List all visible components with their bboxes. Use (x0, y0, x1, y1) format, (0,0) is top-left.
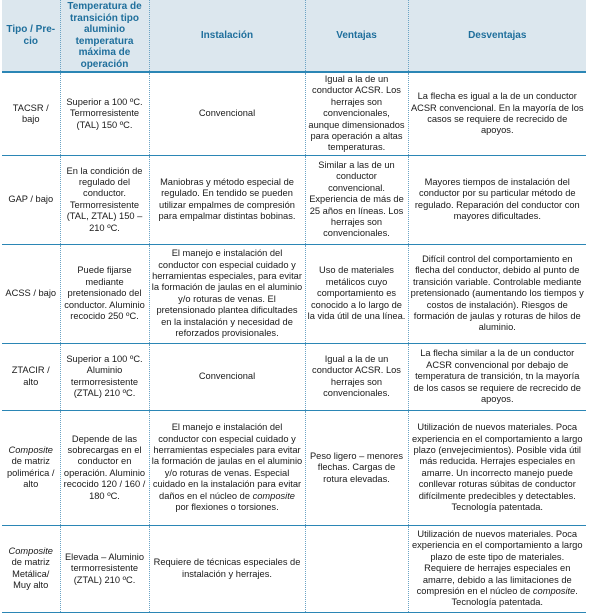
cell-temperatura: Puede fijarse mediante pretensionado del conductor. Aluminio recocido 250 ºC. (60, 244, 149, 343)
cell-instalacion: Requiere de técnicas especiales de instalación y herrajes. (149, 525, 305, 612)
cell-instalacion: Convencional (149, 343, 305, 410)
header-temperatura: Temperatura de transición tipo aluminio temperatura máxima de operación (60, 0, 149, 72)
table-row (2, 244, 586, 343)
cell-desventajas: Difícil control del comportamiento en flecha del conductor, debido al punto de transición variable. Controlable mediante pretensionado (aumentando los tiempos y costos de instalación). Riesgos de formación de jaulas y roturas de hilos de aluminio. (408, 244, 586, 343)
cell-desventajas: La flecha es igual a la de un conductor ACSR convencional. En la mayoría de los casos se requiere de recrecido de apoyos. (408, 72, 586, 155)
cell-temperatura: En la condición de regulado del conductor. Termorresistente (TAL, ZTAL) 150 – 210 ºC. (60, 155, 149, 244)
table-header-row (2, 0, 586, 72)
cell-tipo: GAP / bajo (2, 155, 60, 244)
table-row (2, 72, 586, 155)
cell-tipo: ZTACIR / alto (2, 343, 60, 410)
cell-temperatura: Depende de las sobrecargas en el conductor en operación. Aluminio recocido 120 / 160 / 180 ºC. (60, 410, 149, 525)
header-desventajas: Desventajas (408, 0, 586, 72)
cell-ventajas: Similar a las de un conductor convencional. Experiencia de más de 25 años en líneas. Los herrajes son convencionales. (305, 155, 408, 244)
cell-ventajas: Igual a la de un conductor ACSR. Los herrajes son convencionales, aunque dimensionados para operación a altas temperaturas. (305, 72, 408, 155)
table-row (2, 410, 586, 525)
header-tipo: Tipo / Pre- cio (2, 0, 60, 72)
cell-ventajas: Igual a la de un conductor ACSR. Los herrajes son convencionales. (305, 343, 408, 410)
conductor-comparison-table (2, 0, 586, 613)
cell-instalacion: El manejo e instalación del conductor con especial cuidado y herramientas especiales para evitar la formación de jaulas en el aluminio y/o roturas de venas. Especial cuidado en la instalación para evitar daños en el núcleo de composite por flexiones o torsiones. (149, 410, 305, 525)
cell-tipo: Composite de matriz polimérica / alto (2, 410, 60, 525)
table-row (2, 343, 586, 410)
cell-desventajas: La flecha similar a la de un conductor ACSR convencional por debajo de temperatura de transición, tn la mayoría de los casos se requiere de recrecido de apoyos. (408, 343, 586, 410)
cell-ventajas: Uso de materiales metálicos cuyo comportamiento es conocido a lo largo de la vida útil de una línea. (305, 244, 408, 343)
cell-temperatura: Superior a 100 ºC. Termorresistente (TAL) 150 ºC. (60, 72, 149, 155)
cell-temperatura: Superior a 100 ºC. Aluminio termorresistente (ZTAL) 210 ºC. (60, 343, 149, 410)
cell-instalacion: Convencional (149, 72, 305, 155)
cell-tipo: Composite de matriz Metálica/ Muy alto (2, 525, 60, 612)
cell-instalacion: El manejo e instalación del conductor con especial cuidado y herramientas especiales, para evitar la formación de jaulas en el aluminio y/o roturas de venas. El pretensionado plantea dificultades en la instalación y necesidad de reforzados provisionales. (149, 244, 305, 343)
header-ventajas: Ventajas (305, 0, 408, 72)
cell-tipo: TACSR / bajo (2, 72, 60, 155)
cell-ventajas: Peso ligero – menores flechas. Cargas de rotura elevadas. (305, 410, 408, 525)
cell-tipo: ACSS / bajo (2, 244, 60, 343)
cell-desventajas: Mayores tiempos de instalación del conductor por su particular método de regulado. Reparación del conductor con mayores dificultades. (408, 155, 586, 244)
cell-ventajas (305, 525, 408, 612)
cell-instalacion: Maniobras y método especial de regulado. En tendido se pueden utilizar empalmes de compresión para empalmar distintas bobinas. (149, 155, 305, 244)
cell-temperatura: Elevada – Aluminio termorresistente (ZTAL) 210 ºC. (60, 525, 149, 612)
cell-desventajas: Utilización de nuevos materiales. Poca experiencia en el comportamiento a largo plazo de este tipo de materiales. Requiere de herrajes especiales en amarre, debido a las limitaciones de compresión en el núcleo de composite. Tecnología patentada. (408, 525, 586, 612)
table-row (2, 155, 586, 244)
cell-desventajas: Utilización de nuevos materiales. Poca experiencia en el comportamiento a largo plazo (envejecimientos). Posible vida útil más reducida. Herrajes especiales en amarre. Un incorrecto manejo puede conllevar roturas súbitas de conductor difícilmente predecibles y detectables. Tecnología patentada. (408, 410, 586, 525)
header-instalacion: Instalación (149, 0, 305, 72)
table-row (2, 525, 586, 612)
